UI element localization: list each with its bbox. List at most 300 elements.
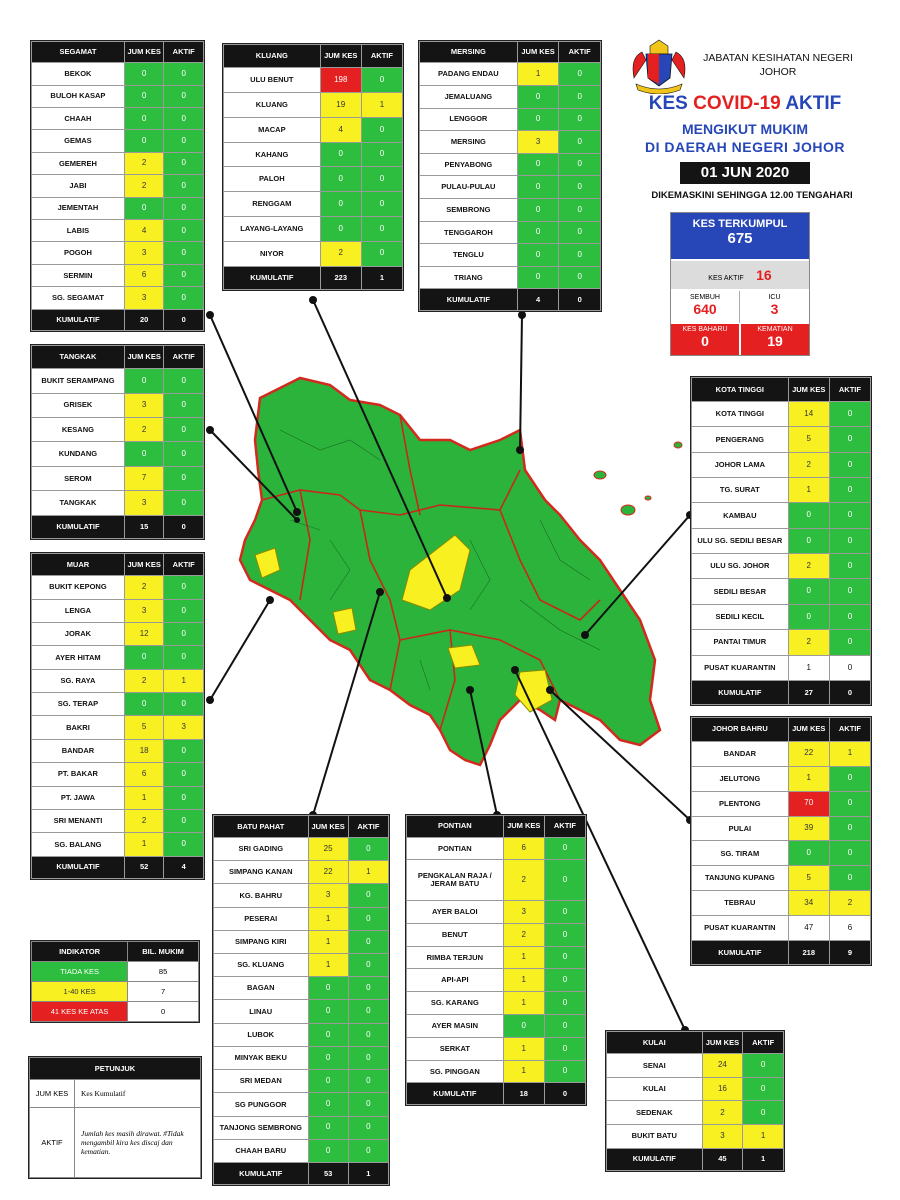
mukim-row (692, 791, 871, 816)
mukim-aktif: 0 (544, 1015, 585, 1038)
mukim-jum-kes: 1 (517, 63, 559, 86)
mukim-name: SEDENAK (607, 1101, 703, 1125)
mukim-aktif: 0 (829, 866, 870, 891)
mukim-row (692, 427, 871, 452)
indicator-tiada-kes-count: 85 (128, 962, 199, 982)
mukim-name: ULU SG. JOHOR (692, 554, 789, 579)
kumulatif-label: KUMULATIF (407, 1083, 504, 1105)
mukim-jum-kes: 25 (308, 837, 348, 860)
connector-muar (210, 600, 270, 700)
kumulatif-jum-kes: 27 (788, 680, 829, 704)
mukim-aktif: 0 (348, 1093, 388, 1116)
mukim-jum-kes: 22 (308, 861, 348, 884)
mukim-jum-kes: 1 (124, 786, 164, 809)
kumulatif-jum-kes: 18 (503, 1083, 544, 1105)
mukim-name: SEROM (32, 466, 125, 490)
mukim-aktif: 0 (544, 992, 585, 1015)
mukim-name: BAKRI (32, 716, 125, 739)
mukim-row (32, 716, 204, 739)
kumulatif-label: KUMULATIF (224, 266, 321, 289)
mukim-jum-kes: 19 (320, 93, 361, 118)
kumulatif-aktif: 9 (829, 941, 870, 965)
summary-box (670, 212, 810, 356)
mukim-jum-kes: 0 (517, 176, 559, 199)
mukim-jum-kes: 0 (788, 841, 829, 866)
mukim-aktif: 0 (829, 655, 870, 680)
mukim-row (224, 93, 403, 118)
mukim-row (692, 452, 871, 477)
mukim-aktif: 0 (559, 176, 601, 199)
mukim-name: JABI (32, 175, 125, 197)
mukim-jum-kes: 2 (124, 175, 164, 197)
district-name: SEGAMAT (32, 42, 125, 63)
mukim-aktif: 1 (348, 861, 388, 884)
mukim-jum-kes: 2 (124, 669, 164, 692)
col-aktif: AKTIF (164, 554, 204, 576)
kumulatif-jum-kes: 20 (124, 309, 164, 330)
mukim-aktif: 0 (361, 167, 402, 192)
kes-aktif-label: KES AKTIF (708, 275, 744, 282)
mukim-aktif: 0 (348, 1139, 388, 1162)
mukim-aktif: 0 (164, 242, 204, 264)
mukim-aktif: 0 (559, 199, 601, 222)
mukim-aktif: 0 (829, 427, 870, 452)
mukim-aktif: 0 (544, 837, 585, 860)
mukim-jum-kes: 1 (308, 954, 348, 977)
mukim-jum-kes: 2 (124, 152, 164, 174)
mukim-row (32, 739, 204, 762)
kumulatif-label: KUMULATIF (692, 941, 789, 965)
mukim-jum-kes: 3 (503, 901, 544, 924)
kumulatif-aktif: 0 (829, 680, 870, 704)
mukim-row (420, 85, 601, 108)
mukim-jum-kes: 6 (503, 837, 544, 860)
kumulatif-aktif: 0 (544, 1083, 585, 1105)
mukim-aktif: 0 (544, 923, 585, 946)
kes-aktif-value: 16 (756, 267, 772, 283)
col-aktif: AKTIF (829, 718, 870, 742)
mukim-name: PANTAI TIMUR (692, 630, 789, 655)
mukim-jum-kes: 0 (124, 693, 164, 716)
mukim-row (214, 1000, 389, 1023)
mukim-aktif: 0 (829, 630, 870, 655)
mukim-name: BAGAN (214, 977, 309, 1000)
mukim-row (224, 192, 403, 217)
mukim-name: KULAI (607, 1077, 703, 1101)
mukim-row (407, 923, 586, 946)
mukim-jum-kes: 2 (788, 630, 829, 655)
guide-title: PETUNJUK (30, 1058, 201, 1080)
mukim-name: JORAK (32, 622, 125, 645)
mukim-row (32, 763, 204, 786)
mukim-name: SRI GADING (214, 837, 309, 860)
mukim-name: SG. TIRAM (692, 841, 789, 866)
mukim-aktif: 0 (559, 266, 601, 289)
mukim-jum-kes: 34 (788, 891, 829, 916)
mukim-row (32, 287, 204, 309)
kumulatif-label: KUMULATIF (32, 309, 125, 330)
mukim-name: AYER BALOI (407, 901, 504, 924)
mukim-name: LENGA (32, 599, 125, 622)
mukim-aktif: 0 (559, 244, 601, 267)
mukim-jum-kes: 0 (788, 503, 829, 528)
mukim-jum-kes: 1 (503, 946, 544, 969)
kumulatif-jum-kes: 52 (124, 856, 164, 878)
mukim-name: BUKIT BATU (607, 1125, 703, 1149)
mukim-row (692, 528, 871, 553)
mukim-row (32, 369, 204, 393)
mukim-aktif: 0 (164, 786, 204, 809)
mukim-aktif: 0 (544, 1037, 585, 1060)
col-aktif: AKTIF (164, 346, 204, 369)
mukim-jum-kes: 4 (124, 220, 164, 242)
mukim-row (32, 622, 204, 645)
mukim-row (692, 916, 871, 941)
mukim-aktif: 0 (743, 1077, 784, 1101)
mukim-name: SIMPANG KIRI (214, 930, 309, 953)
island-4 (645, 496, 651, 500)
subtitle-1: MENGIKUT MUKIM (682, 121, 808, 137)
mukim-jum-kes: 0 (308, 1000, 348, 1023)
mukim-aktif: 0 (544, 901, 585, 924)
mukim-row (32, 442, 204, 466)
mukim-name: KUNDANG (32, 442, 125, 466)
mukim-name: TANJUNG KUPANG (692, 866, 789, 891)
mukim-row (692, 604, 871, 629)
col-aktif: AKTIF (559, 42, 601, 63)
mukim-name: SEMBRONG (420, 199, 518, 222)
mukim-jum-kes: 2 (124, 418, 164, 442)
mukim-jum-kes: 2 (788, 452, 829, 477)
col-aktif: AKTIF (829, 378, 870, 402)
district-name: KULAI (607, 1032, 703, 1054)
mukim-row (692, 841, 871, 866)
mukim-jum-kes: 1 (308, 930, 348, 953)
mukim-row (420, 63, 601, 86)
kumulatif-jum-kes: 223 (320, 266, 361, 289)
mukim-row (407, 860, 586, 901)
mukim-name: BULOH KASAP (32, 85, 125, 107)
mukim-row (407, 901, 586, 924)
mukim-row (214, 884, 389, 907)
mukim-row (214, 837, 389, 860)
mukim-row (214, 1139, 389, 1162)
mukim-aktif: 1 (164, 669, 204, 692)
mukim-aktif: 0 (164, 152, 204, 174)
mukim-row (224, 217, 403, 242)
mukim-row (214, 977, 389, 1000)
mukim-jum-kes: 0 (517, 266, 559, 289)
mukim-jum-kes: 14 (788, 401, 829, 426)
mukim-jum-kes: 39 (788, 816, 829, 841)
mukim-name: BUKIT SERAMPANG (32, 369, 125, 393)
mukim-name: PENGERANG (692, 427, 789, 452)
mukim-jum-kes: 16 (702, 1077, 743, 1101)
mukim-aktif: 0 (164, 622, 204, 645)
mukim-row (224, 117, 403, 142)
mukim-aktif: 0 (544, 1060, 585, 1083)
kes-terkumpul-value: 675 (727, 230, 753, 247)
mukim-jum-kes: 47 (788, 916, 829, 941)
mukim-aktif: 0 (361, 68, 402, 93)
kes-baharu-value: 0 (701, 333, 709, 349)
indicator-tiada-kes: TIADA KES (32, 962, 128, 982)
panel-johor-bahru (690, 716, 872, 966)
mukim-row (692, 478, 871, 503)
mukim-row (692, 655, 871, 680)
mukim-jum-kes: 0 (124, 63, 164, 85)
kumulatif-label: KUMULATIF (692, 680, 789, 704)
island-2 (621, 505, 635, 515)
mukim-jum-kes: 2 (124, 576, 164, 599)
col-jum-kes: JUM KES (788, 718, 829, 742)
mukim-row (420, 176, 601, 199)
mukim-name: SEDILI KECIL (692, 604, 789, 629)
mukim-name: KAHANG (224, 142, 321, 167)
main-title (600, 93, 890, 115)
kumulatif-jum-kes: 218 (788, 941, 829, 965)
mukim-name: RIMBA TERJUN (407, 946, 504, 969)
mukim-name: JOHOR LAMA (692, 452, 789, 477)
mukim-name: KOTA TINGGI (692, 401, 789, 426)
mukim-row (32, 220, 204, 242)
updated-note: DIKEMASKINI SEHINGGA 12.00 TENGAHARI (651, 190, 853, 201)
district-name: KLUANG (224, 45, 321, 68)
guide-aktif-key: AKTIF (30, 1108, 75, 1178)
mukim-jum-kes: 3 (124, 287, 164, 309)
mukim-name: PLENTONG (692, 791, 789, 816)
mukim-row (692, 741, 871, 766)
kematian-value: 19 (767, 333, 783, 349)
mukim-aktif: 0 (164, 197, 204, 219)
kes-aktif-box (671, 261, 809, 289)
mukim-name: SG. SEGAMAT (32, 287, 125, 309)
mukim-row (224, 142, 403, 167)
mukim-name: PUSAT KUARANTIN (692, 916, 789, 941)
mukim-name: PULAU-PULAU (420, 176, 518, 199)
mukim-row (692, 554, 871, 579)
mukim-name: SENAI (607, 1054, 703, 1078)
mukim-name: MINYAK BEKU (214, 1046, 309, 1069)
mukim-jum-kes: 1 (503, 1060, 544, 1083)
panel-batu-pahat (212, 814, 390, 1186)
subtitle-2: DI DAERAH NEGERI JOHOR (644, 139, 846, 155)
kumulatif-aktif: 0 (164, 515, 204, 538)
mukim-name: TENGLU (420, 244, 518, 267)
col-jum-kes: JUM KES (308, 816, 348, 838)
mukim-jum-kes: 0 (308, 1116, 348, 1139)
mukim-jum-kes: 0 (308, 977, 348, 1000)
mukim-aktif: 0 (559, 131, 601, 154)
mukim-jum-kes: 0 (124, 108, 164, 130)
mukim-jum-kes: 0 (788, 604, 829, 629)
panel-segamat (30, 40, 205, 332)
mukim-aktif: 0 (164, 220, 204, 242)
kumulatif-jum-kes: 45 (702, 1148, 743, 1170)
panel-kluang (222, 43, 404, 291)
mukim-name: SG. TERAP (32, 693, 125, 716)
district-name: BATU PAHAT (214, 816, 309, 838)
mukim-row (420, 244, 601, 267)
mukim-aktif: 0 (829, 579, 870, 604)
kes-baharu-box (671, 324, 739, 355)
col-aktif: AKTIF (544, 816, 585, 838)
col-jum-kes: JUM KES (503, 816, 544, 838)
icu-box (740, 291, 809, 323)
mukim-jum-kes: 0 (503, 1015, 544, 1038)
mukim-aktif: 0 (829, 503, 870, 528)
mukim-jum-kes: 7 (124, 466, 164, 490)
kumulatif-label: KUMULATIF (32, 515, 125, 538)
mukim-jum-kes: 6 (124, 763, 164, 786)
mukim-name: BANDAR (32, 739, 125, 762)
island-1 (594, 471, 606, 479)
mukim-jum-kes: 12 (124, 622, 164, 645)
mukim-name: BUKIT KEPONG (32, 576, 125, 599)
guide-legend (28, 1056, 202, 1179)
sembuh-box (671, 291, 740, 323)
mukim-row (32, 63, 204, 85)
mukim-aktif: 0 (164, 599, 204, 622)
mukim-jum-kes: 1 (503, 992, 544, 1015)
mukim-name: SG. PINGGAN (407, 1060, 504, 1083)
mukim-aktif: 1 (743, 1125, 784, 1149)
mukim-jum-kes: 18 (124, 739, 164, 762)
mukim-name: PENYABONG (420, 153, 518, 176)
mukim-row (692, 891, 871, 916)
indicator-1-40-kes-count: 7 (128, 982, 199, 1002)
col-jum-kes: JUM KES (320, 45, 361, 68)
mukim-jum-kes: 0 (320, 217, 361, 242)
mukim-aktif: 0 (348, 1116, 388, 1139)
mukim-jum-kes: 3 (517, 131, 559, 154)
mukim-name: TANGKAK (32, 491, 125, 515)
mukim-name: LABIS (32, 220, 125, 242)
mukim-name: SG. BALANG (32, 833, 125, 856)
mukim-aktif: 0 (164, 442, 204, 466)
mukim-row (32, 599, 204, 622)
mukim-jum-kes: 3 (308, 884, 348, 907)
mukim-aktif: 0 (164, 108, 204, 130)
mukim-name: SG PUNGGOR (214, 1093, 309, 1116)
mukim-aktif: 3 (164, 716, 204, 739)
mukim-jum-kes: 5 (788, 427, 829, 452)
mukim-aktif: 0 (361, 142, 402, 167)
mukim-row (607, 1077, 784, 1101)
mukim-row (607, 1101, 784, 1125)
col-jum-kes: JUM KES (788, 378, 829, 402)
mukim-aktif: 0 (829, 791, 870, 816)
mukim-row (407, 946, 586, 969)
mukim-row (407, 992, 586, 1015)
col-jum-kes: JUM KES (124, 42, 164, 63)
panel-muar (30, 552, 205, 880)
mukim-jum-kes: 5 (124, 716, 164, 739)
kumulatif-aktif: 0 (164, 309, 204, 330)
mukim-name: KAMBAU (692, 503, 789, 528)
mukim-aktif: 0 (164, 763, 204, 786)
mukim-jum-kes: 2 (503, 923, 544, 946)
mukim-row (32, 175, 204, 197)
kumulatif-aktif: 1 (348, 1163, 388, 1185)
district-name: MERSING (420, 42, 518, 63)
mukim-row (214, 1116, 389, 1139)
mukim-jum-kes: 0 (124, 85, 164, 107)
mukim-aktif: 0 (164, 576, 204, 599)
mukim-aktif: 1 (829, 741, 870, 766)
col-aktif: AKTIF (361, 45, 402, 68)
col-aktif: AKTIF (164, 42, 204, 63)
district-name: KOTA TINGGI (692, 378, 789, 402)
mukim-name: MACAP (224, 117, 321, 142)
mukim-jum-kes: 0 (517, 244, 559, 267)
mukim-name: PONTIAN (407, 837, 504, 860)
mukim-row (407, 1015, 586, 1038)
mukim-aktif: 0 (829, 401, 870, 426)
mukim-name: KESANG (32, 418, 125, 442)
col-aktif: AKTIF (348, 816, 388, 838)
mukim-row (407, 1060, 586, 1083)
mukim-aktif: 0 (164, 63, 204, 85)
mukim-name: TRIANG (420, 266, 518, 289)
kes-baharu-label: KES BAHARU (682, 326, 728, 333)
kumulatif-jum-kes: 53 (308, 1163, 348, 1185)
mukim-aktif: 0 (348, 930, 388, 953)
mukim-jum-kes: 3 (124, 242, 164, 264)
mukim-aktif: 0 (348, 907, 388, 930)
mukim-name: LAYANG-LAYANG (224, 217, 321, 242)
mukim-jum-kes: 3 (702, 1125, 743, 1149)
mukim-jum-kes: 4 (320, 117, 361, 142)
icu-value: 3 (770, 301, 779, 317)
mukim-row (692, 401, 871, 426)
mukim-jum-kes: 0 (308, 1023, 348, 1046)
mukim-name: BEKOK (32, 63, 125, 85)
mukim-jum-kes: 0 (124, 442, 164, 466)
mukim-row (32, 576, 204, 599)
mukim-aktif: 0 (544, 946, 585, 969)
mukim-aktif: 0 (348, 837, 388, 860)
mukim-aktif: 0 (164, 693, 204, 716)
mukim-aktif: 0 (829, 528, 870, 553)
mukim-row (407, 837, 586, 860)
mukim-aktif: 0 (743, 1101, 784, 1125)
kumulatif-aktif: 4 (164, 856, 204, 878)
mukim-name: PUSAT KUARANTIN (692, 655, 789, 680)
mukim-jum-kes: 0 (124, 197, 164, 219)
col-jum-kes: JUM KES (702, 1032, 743, 1054)
mukim-name: PT. BAKAR (32, 763, 125, 786)
mukim-row (214, 1070, 389, 1093)
mukim-aktif: 0 (361, 192, 402, 217)
mukim-aktif: 0 (348, 1000, 388, 1023)
mukim-name: JEMALUANG (420, 85, 518, 108)
district-name: PONTIAN (407, 816, 504, 838)
mukim-aktif: 0 (348, 954, 388, 977)
mukim-name: NIYOR (224, 241, 321, 266)
mukim-jum-kes: 1 (788, 478, 829, 503)
mukim-name: PESERAI (214, 907, 309, 930)
mukim-name: SERMIN (32, 264, 125, 286)
mukim-row (32, 466, 204, 490)
mukim-jum-kes: 70 (788, 791, 829, 816)
kumulatif-label: KUMULATIF (32, 856, 125, 878)
indicator-41-kes: 41 KES KE ATAS (32, 1002, 128, 1022)
mukim-name: SRI MENANTI (32, 810, 125, 833)
mukim-aktif: 0 (544, 969, 585, 992)
mukim-jum-kes: 6 (124, 264, 164, 286)
mukim-row (32, 108, 204, 130)
